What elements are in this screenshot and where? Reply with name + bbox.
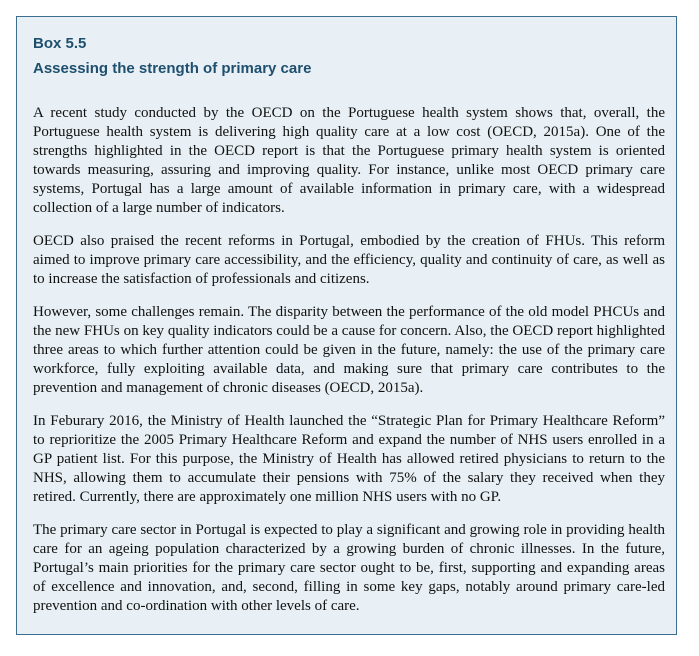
paragraph-2: OECD also praised the recent reforms in Portugal, embodied by the creation of FHUs. This reform aimed to improve primary care accessibility, and the efficiency, quality and continuity of care, as well as to increase the satisfaction of professionals and citizens. [33,233,665,287]
paragraph-4: In Feburary 2016, the Ministry of Health launched the “Strategic Plan for Primary Healthcare Reform” to reprioritize the 2005 Primary Healthcare Reform and expand the number of NHS users enrolled in a GP patient list. For this purpose, the Ministry of Health has allowed retired physicians to return to the NHS, allowing them to accumulate their pensions with 75% of the salary they received when they retired. Currently, there are approximately one million NHS users with no GP. [33,413,665,505]
info-box [16,16,677,635]
box-title: Assessing the strength of primary care [33,60,312,77]
box-body [33,104,665,630]
paragraph-1: A recent study conducted by the OECD on the Portuguese health system shows that, overall, the Portuguese health system is delivering high quality care at a low cost (OECD, 2015a). One of the strengths highlighted in the OECD report is that the Portuguese primary health system is oriented towards measuring, assuring and improving quality. For instance, unlike most OECD primary care systems, Portugal has a large amount of available information in primary care, with a widespread collection of a large number of indicators. [33,105,665,216]
box-header [33,31,311,81]
box-label: Box 5.5 [33,35,87,52]
paragraph-5: The primary care sector in Portugal is expected to play a significant and growing role in providing health care for an ageing population characterized by a growing burden of chronic illnesses. In the future, Portugal’s main priorities for the primary care sector ought to be, first, supporting and expanding areas of excellence and innovation, and, second, filling in some key gaps, notably around primary care-led prevention and co-ordination with other levels of care. [33,522,665,614]
paragraph-3: However, some challenges remain. The disparity between the performance of the old model PHCUs and the new FHUs on key quality indicators could be a cause for concern. Also, the OECD report highlighted three areas to which further attention could be given in the future, namely: the use of the primary care workforce, fully exploiting available data, and making sure that primary care contributes to the prevention and management of chronic diseases (OECD, 2015a). [33,304,665,396]
